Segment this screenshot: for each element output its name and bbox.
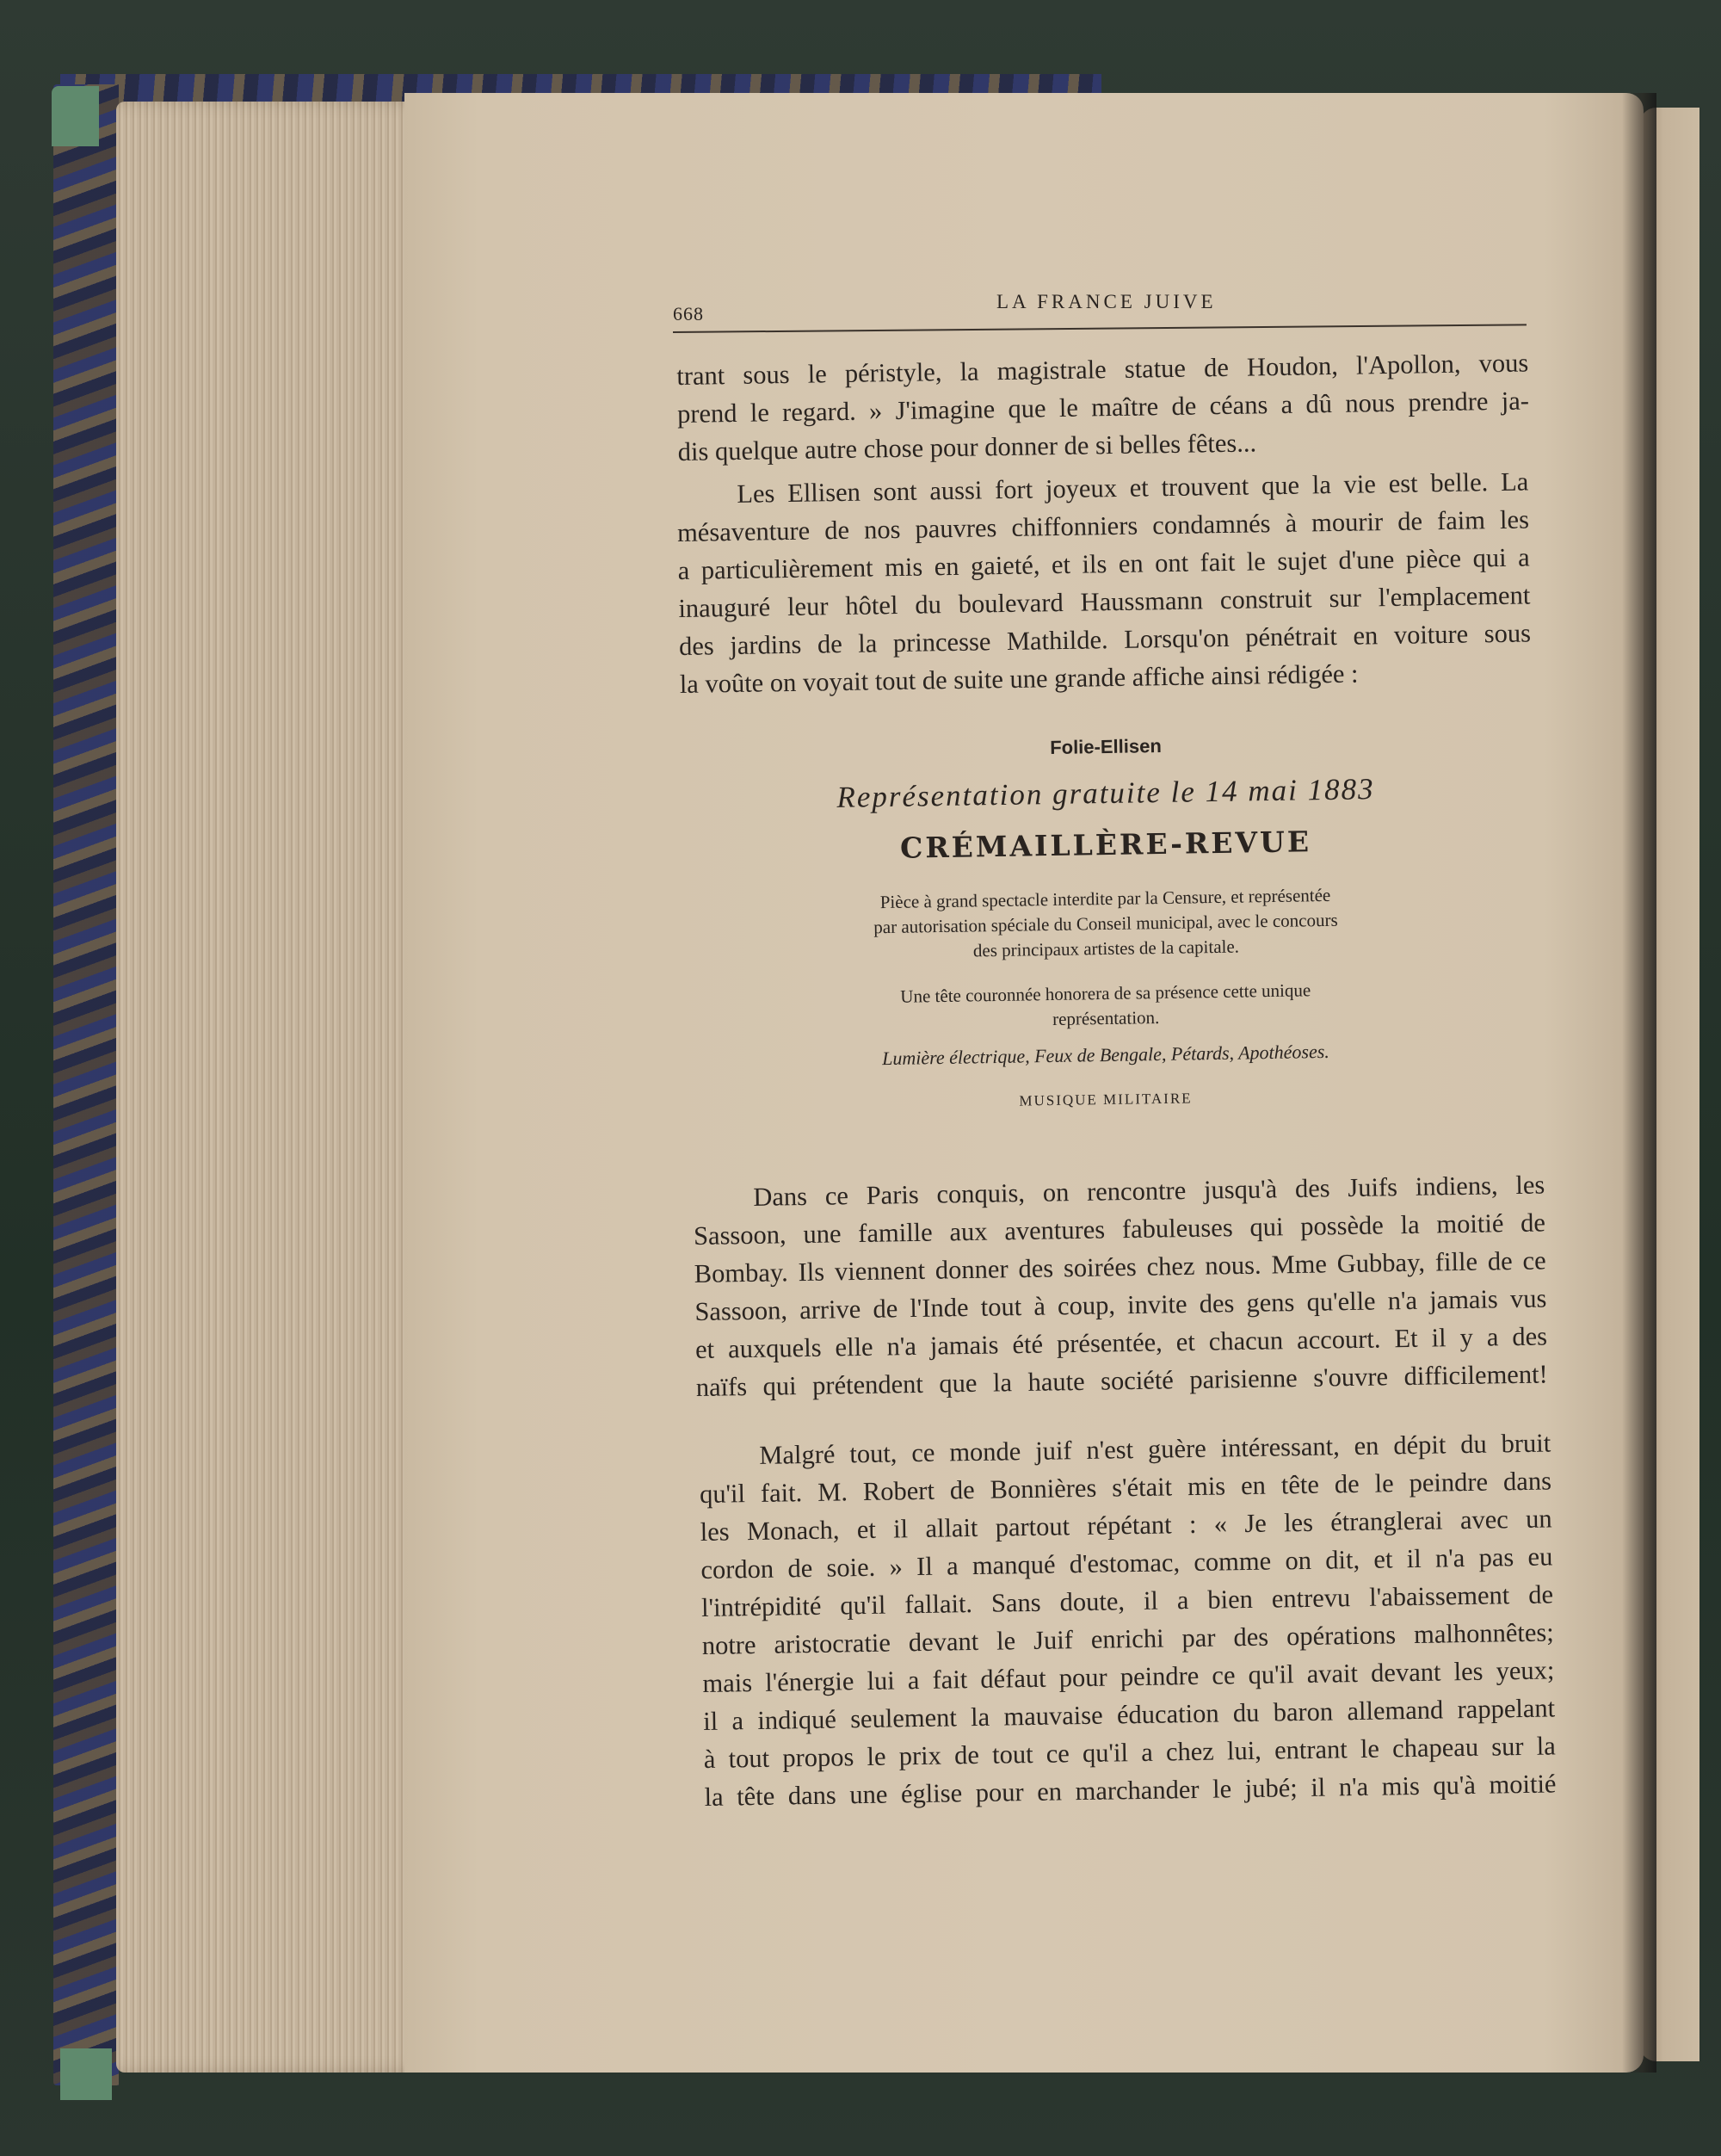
affiche-representation: Représentation gratuite le 14 mai 1883 <box>836 772 1375 814</box>
text-line: Sassoon, une famille aux aventures fabuleuses qui possède la moitié de <box>693 1208 1546 1251</box>
text-line: des jardins de la princesse Mathilde. Lorsqu'on pénétrait en voiture sous <box>678 618 1532 661</box>
text-line: notre aristocratie devant le Juif enrichi par des opérations malhonnêtes; <box>701 1617 1554 1660</box>
affiche-description-1 <box>670 880 1540 968</box>
paragraph-4 <box>699 1424 1557 1815</box>
cover-corner-top <box>52 86 99 146</box>
text-line: à tout propos le prix de tout ce qu'il a chez lui, entrant le chapeau sur la <box>703 1731 1557 1774</box>
text-line: a particulièrement mis en gaieté, et ils en ont fait le sujet d'une pièce qui a <box>677 542 1530 585</box>
text-line: inauguré leur hôtel du boulevard Haussmann construit sur l'emplacement <box>678 580 1531 623</box>
text-line: qu'il fait. M. Robert de Bonnières s'était mis en tête de le peindre dans <box>699 1466 1552 1509</box>
text-line: prend le regard. » J'imagine que le maître de céans a dû nous prendre ja- <box>676 386 1530 429</box>
affiche-line: représentation. <box>1052 1007 1160 1029</box>
text-line: la voûte on voyait tout de suite une grande affiche ainsi rédigée : <box>679 658 1359 699</box>
affiche-effects: Lumière électrique, Feux de Bengale, Pétards, Apothéoses. <box>881 1040 1330 1070</box>
book-cover-marbled <box>53 84 119 2085</box>
text-line: il a indiqué seulement la mauvaise éducation du baron allemand rappelant <box>702 1693 1556 1736</box>
text-line: l'intrépidité qu'il fallait. Sans doute, il a bien entrevu l'abaissement de <box>700 1579 1554 1622</box>
text-line: et auxquels elle n'a jamais été présentée, et chacun accourt. Et il y a des <box>694 1321 1548 1364</box>
text-line: mais l'énergie lui a fait défaut pour peindre ce qu'il avait devant les yeux; <box>702 1655 1555 1698</box>
affiche-music: MUSIQUE MILITAIRE <box>1019 1090 1193 1109</box>
affiche-line: des principaux artistes de la capitale. <box>972 936 1240 961</box>
paragraph-3 <box>693 1165 1548 1406</box>
affiche-line: par autorisation spéciale du Conseil municipal, avec le concours <box>873 909 1338 938</box>
text-line: la tête dans une église pour en marchander le jubé; il n'a mis qu'à moitié <box>704 1769 1557 1812</box>
text-line: les Monach, et il allait partout répétant : « Je les étranglerai avec un <box>700 1504 1552 1547</box>
text-line: mésaventure de nos pauvres chiffonniers condamnés à mourir de faim les <box>676 504 1530 547</box>
text-line: naïfs qui prétendent que la haute société parisienne s'ouvre difficilement! <box>695 1359 1548 1402</box>
paragraph-2 <box>676 462 1532 703</box>
text-line: trant sous le péristyle, la magistrale statue de Houdon, l'Apollon, vous <box>676 348 1529 391</box>
page-gutter-shadow <box>1622 93 1656 2073</box>
cover-corner-bottom <box>60 2048 112 2100</box>
text-line: Dans ce Paris conquis, on rencontre jusqu'à des Juifs indiens, les <box>753 1170 1545 1212</box>
page-number: 668 <box>673 303 704 324</box>
text-line: Sassoon, arrive de l'Inde tout à coup, invite des gens qu'elle n'a jamais vus <box>694 1283 1547 1326</box>
paragraph-1 <box>676 343 1530 471</box>
affiche-line: Pièce à grand spectacle interdite par la Censure, et représentée <box>879 884 1331 913</box>
text-line: Malgré tout, ce monde juif n'est guère intéressant, en dépit du bruit <box>759 1428 1551 1470</box>
affiche-title: CRÉMAILLÈRE-REVUE <box>899 825 1312 865</box>
running-title: LA FRANCE JUIVE <box>996 291 1217 312</box>
text-line: cordon de soie. » Il a manqué d'estomac, comme on dit, et il n'a pas eu <box>700 1541 1553 1585</box>
affiche-line: Une tête couronnée honorera de sa présence cette unique <box>900 979 1311 1007</box>
text-line: Les Ellisen sont aussi fort joyeux et trouvent que la vie est belle. La <box>737 466 1529 509</box>
page-stack-edge <box>116 102 426 2073</box>
affiche-name: Folie-Ellisen <box>1050 734 1162 759</box>
text-line: Bombay. Ils viennent donner des soirées chez nous. Mme Gubbay, fille de ce <box>694 1245 1546 1288</box>
text-line: dis quelque autre chose pour donner de si belles fêtes... <box>677 428 1257 466</box>
